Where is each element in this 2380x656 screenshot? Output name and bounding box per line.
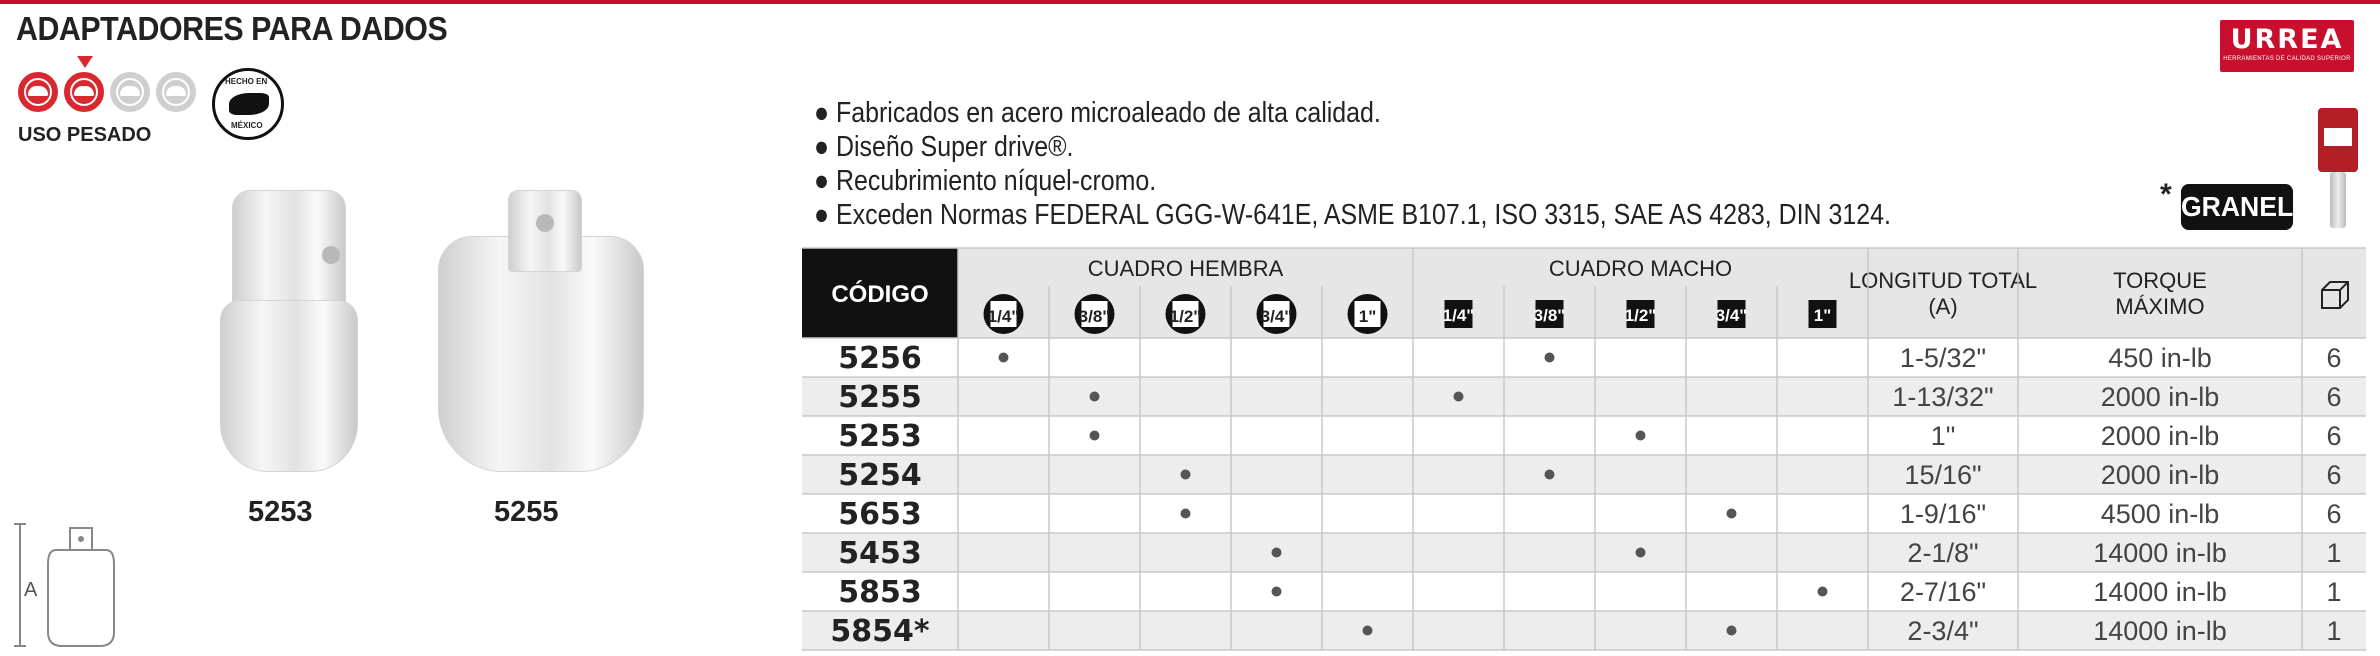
- row-pack: 6: [2326, 343, 2342, 373]
- seal-bottom-text: MÉXICO: [231, 121, 263, 130]
- hembra-dot: [1181, 470, 1191, 480]
- feature-item: ● Recubrimiento níquel-cromo.: [814, 165, 1157, 197]
- row-code: 5453: [838, 536, 922, 571]
- macho-dot: [1727, 626, 1737, 636]
- row-torque: 2000 in-lb: [2100, 460, 2220, 490]
- brand-name: URREA: [2230, 24, 2344, 55]
- macho-dot: [1636, 431, 1646, 441]
- row-torque: 4500 in-lb: [2100, 499, 2220, 529]
- row-torque: 14000 in-lb: [2093, 538, 2227, 568]
- macho-dot: [1454, 392, 1464, 402]
- female-size-label: 3/4": [1260, 307, 1293, 326]
- row-pack: 1: [2326, 577, 2342, 607]
- row-torque: 450 in-lb: [2108, 343, 2212, 373]
- row-longitud: 2-3/4": [1907, 616, 1979, 646]
- cuadro-hembra-header: CUADRO HEMBRA: [1087, 256, 1284, 281]
- dimension-label: A: [24, 579, 38, 601]
- male-size-label: 1/2": [1624, 306, 1657, 325]
- female-size-label: 1/2": [1169, 307, 1202, 326]
- row-torque: 2000 in-lb: [2100, 421, 2220, 451]
- row-longitud: 1-13/32": [1892, 382, 1994, 412]
- row-code: 5253: [838, 419, 922, 454]
- row-longitud: 2-1/8": [1907, 538, 1979, 568]
- longitud-header-sub: (A): [1928, 294, 1958, 319]
- macho-dot: [1545, 470, 1555, 480]
- product-label: 5255: [494, 496, 559, 528]
- row-code: 5254: [838, 458, 922, 493]
- hembra-dot: [1272, 587, 1282, 597]
- hembra-dot: [1181, 509, 1191, 519]
- row-torque: 2000 in-lb: [2100, 382, 2220, 412]
- torque-header-sub: MÁXIMO: [2115, 294, 2205, 319]
- cuadro-macho-header: CUADRO MACHO: [1548, 256, 1733, 281]
- row-longitud: 1-5/32": [1899, 343, 1987, 373]
- duty-label: USO PESADO: [18, 124, 152, 146]
- row-code: 5255: [838, 380, 922, 415]
- row-longitud: 15/16": [1904, 460, 1982, 490]
- row-pack: 6: [2326, 421, 2342, 451]
- female-size-label: 1": [1358, 307, 1377, 326]
- hembra-dot: [1363, 626, 1373, 636]
- hembra-dot: [1272, 548, 1282, 558]
- page-title: ADAPTADORES PARA DADOS: [16, 10, 448, 47]
- male-size-label: 3/4": [1715, 306, 1748, 325]
- longitud-header: LONGITUD TOTAL: [1848, 268, 2038, 293]
- feature-item: ● Exceden Normas FEDERAL GGG-W-641E, ASME B107.1, ISO 3315, SAE AS 4283, DIN 3124.: [814, 199, 1891, 231]
- row-code: 5653: [838, 497, 922, 532]
- granel-label: GRANEL: [2181, 184, 2293, 230]
- row-pack: 6: [2326, 499, 2342, 529]
- male-size-label: 1/4": [1442, 306, 1475, 325]
- row-pack: 1: [2326, 538, 2342, 568]
- macho-dot: [1818, 587, 1828, 597]
- male-size-label: 3/8": [1533, 306, 1566, 325]
- row-code: 5256: [838, 341, 922, 376]
- codigo-header-label: CÓDIGO: [831, 281, 929, 308]
- macho-dot: [1727, 509, 1737, 519]
- row-pack: 6: [2326, 382, 2342, 412]
- product-label: 5253: [248, 496, 313, 528]
- female-size-label: 3/8": [1078, 307, 1111, 326]
- feature-item: ● Fabricados en acero microaleado de alta calidad.: [814, 97, 1381, 129]
- granel-star: *: [2160, 178, 2172, 211]
- brand-tagline: HERRAMIENTAS DE CALIDAD SUPERIOR: [2223, 56, 2351, 62]
- row-pack: 1: [2326, 616, 2342, 646]
- row-torque: 14000 in-lb: [2093, 577, 2227, 607]
- male-size-label: 1": [1813, 306, 1832, 325]
- torque-header: TORQUE: [2113, 268, 2207, 293]
- macho-dot: [1636, 548, 1646, 558]
- row-code: 5854*: [830, 614, 930, 649]
- row-code: 5853: [838, 575, 922, 610]
- feature-item: ● Diseño Super drive®.: [814, 131, 1074, 163]
- hembra-dot: [1090, 431, 1100, 441]
- female-size-label: 1/4": [987, 307, 1020, 326]
- row-pack: 6: [2326, 460, 2342, 490]
- row-longitud: 1": [1930, 421, 1956, 451]
- macho-dot: [1545, 353, 1555, 363]
- row-longitud: 2-7/16": [1899, 577, 1987, 607]
- hembra-dot: [1090, 392, 1100, 402]
- seal-top-text: HECHO EN: [225, 77, 268, 86]
- hembra-dot: [999, 353, 1009, 363]
- row-longitud: 1-9/16": [1899, 499, 1987, 529]
- row-torque: 14000 in-lb: [2093, 616, 2227, 646]
